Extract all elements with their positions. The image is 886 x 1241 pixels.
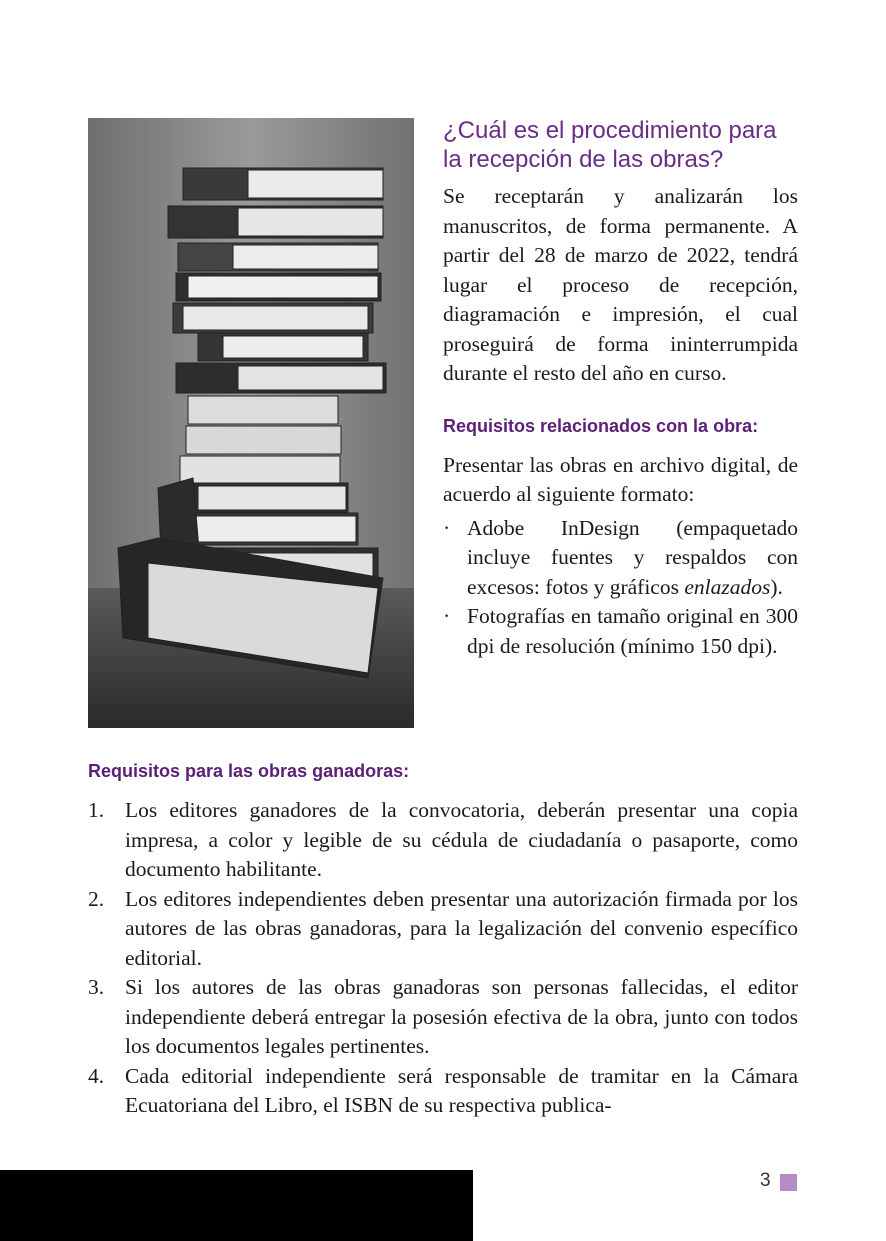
- books-photo: [88, 118, 414, 728]
- format-list: [443, 514, 798, 662]
- footer-bar: [0, 1170, 473, 1241]
- bullet-icon: ·: [443, 604, 451, 628]
- bullet-icon: ·: [443, 515, 451, 540]
- item-text: Los editores ganadores de la convocatoria, deberán presentar una copia impresa, a color y legible de su cédula de ciudadanía o pasaporte, como documento habilitante.: [125, 798, 798, 881]
- procedure-heading: ¿Cuál es el procedimiento para la recepción de las obras?: [443, 117, 777, 173]
- work-requirements-heading: Requisitos relacionados con la obra:: [443, 415, 759, 436]
- work-requirements-intro: Presentar las obras en archivo digital, de acuerdo al siguiente formato:: [443, 452, 798, 506]
- item-number: 4.: [88, 1063, 105, 1088]
- item-text: Cada editorial independiente será responsable de tramitar en la Cámara Ecuatoriana del Libro, el ISBN de su respectiva publica-: [125, 1063, 798, 1117]
- item-number: 2.: [88, 886, 105, 911]
- format-item-text: Fotografías en tamaño original en 300 dpi de resolución (mínimo 150 dpi).: [467, 604, 798, 658]
- item-text: Los editores independientes deben presentar una autorización firmada por los autores de las obras ganadoras, para la legalización del convenio específico editorial.: [125, 886, 798, 970]
- list-item: [88, 973, 798, 1062]
- winners-list: [88, 796, 798, 1121]
- stack-of-books-photo: [88, 118, 414, 728]
- format-item-text: Adobe InDesign (empaquetado incluye fuentes y respaldos con excesos: fotos y gráficos: [467, 515, 798, 599]
- winners-section: [88, 760, 798, 1121]
- right-column: [443, 116, 798, 661]
- list-item: [443, 602, 798, 661]
- list-item: [88, 885, 798, 974]
- item-text: Si los autores de las obras ganadoras son personas fallecidas, el editor independiente deberá entregar la posesión efectiva de la obra, junto con todos los documentos legales pertinentes.: [125, 975, 798, 1058]
- item-number: 1.: [88, 798, 105, 822]
- list-item: [88, 796, 798, 885]
- list-item: [443, 514, 798, 603]
- page-marker-square-icon: [780, 1174, 797, 1191]
- item-number: 3.: [88, 975, 105, 999]
- list-item: [88, 1062, 798, 1121]
- page-number: 3: [760, 1170, 771, 1191]
- procedure-body: Se receptarán y analizarán los manuscritos, de forma permanente. A partir del 28 de marzo de 2022, tendrá lugar el proceso de recepción, diagramación e impresión, el cual proseguirá de forma ininterrumpida durante el resto del año en curso.: [443, 184, 798, 385]
- winners-heading: Requisitos para las obras ganadoras:: [88, 761, 410, 781]
- format-item-text-end: ).: [770, 574, 783, 599]
- format-item-emphasis: enlazados: [684, 574, 771, 599]
